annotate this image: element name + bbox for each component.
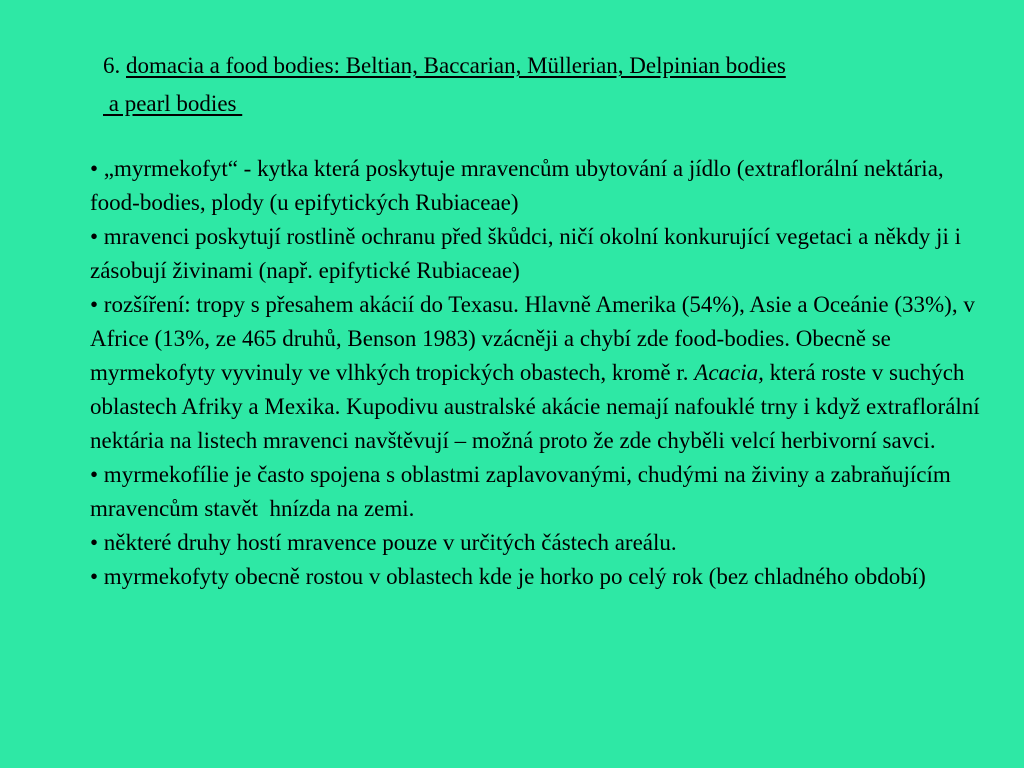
bullet-climate: • myrmekofyty obecně rostou v oblastech kde je horko po celý rok (bez chladného období) bbox=[90, 564, 926, 589]
bullet-host-parts: • některé druhy hostí mravence pouze v určitých částech areálu. bbox=[90, 530, 677, 555]
bullet-distribution bbox=[90, 288, 990, 458]
bullet-myrmekofilie-habitat: • myrmekofílie je často spojena s oblastmi zaplavovanými, chudými na živiny a zabraňujícím mravencům stavět hnízda na zemi. bbox=[90, 462, 957, 521]
bullet-distribution-text-after: která roste v suchých oblastech Afriky a Mexika. Kupodivu australské akácie nemají nafouklé trny i když extraflorální nektária na listech mravenci navštěvují – možná proto že zde chyběli velcí herbivorní savci. bbox=[90, 360, 980, 453]
slide-body bbox=[90, 152, 990, 594]
title-line-1: domacia a food bodies: Beltian, Baccarian, Müllerian, Delpinian bodies bbox=[126, 53, 786, 78]
title-line-2: a pearl bodies bbox=[103, 91, 243, 116]
bullet-myrmekofyt-definition: • „myrmekofyt“ - kytka která poskytuje mravencům ubytování a jídlo (extraflorální nektária, food-bodies, plody (u epifytických Rubiaceae) bbox=[90, 156, 944, 215]
bullet-distribution-text-before: • rozšíření: tropy s přesahem akácií do Texasu. Hlavně Amerika (54%), Asie a Oceánie (33%), v Africe (13%, ze 465 druhů, Benson 1983) vzácněji a chybí zde food-bodies. Obecně se myrmekofyty vyvinuly ve vlhkých tropických obastech, kromě r. bbox=[90, 292, 975, 385]
bullet-ant-protection: • mravenci poskytují rostlině ochranu před škůdci, ničí okolní konkurující vegetaci a někdy ji i zásobují živinami (např. epifytické Rubiaceae) bbox=[90, 224, 961, 283]
title-number: 6. bbox=[103, 53, 121, 78]
slide-title bbox=[103, 47, 983, 123]
bullet-distribution-genus: Acacia, bbox=[694, 360, 764, 385]
